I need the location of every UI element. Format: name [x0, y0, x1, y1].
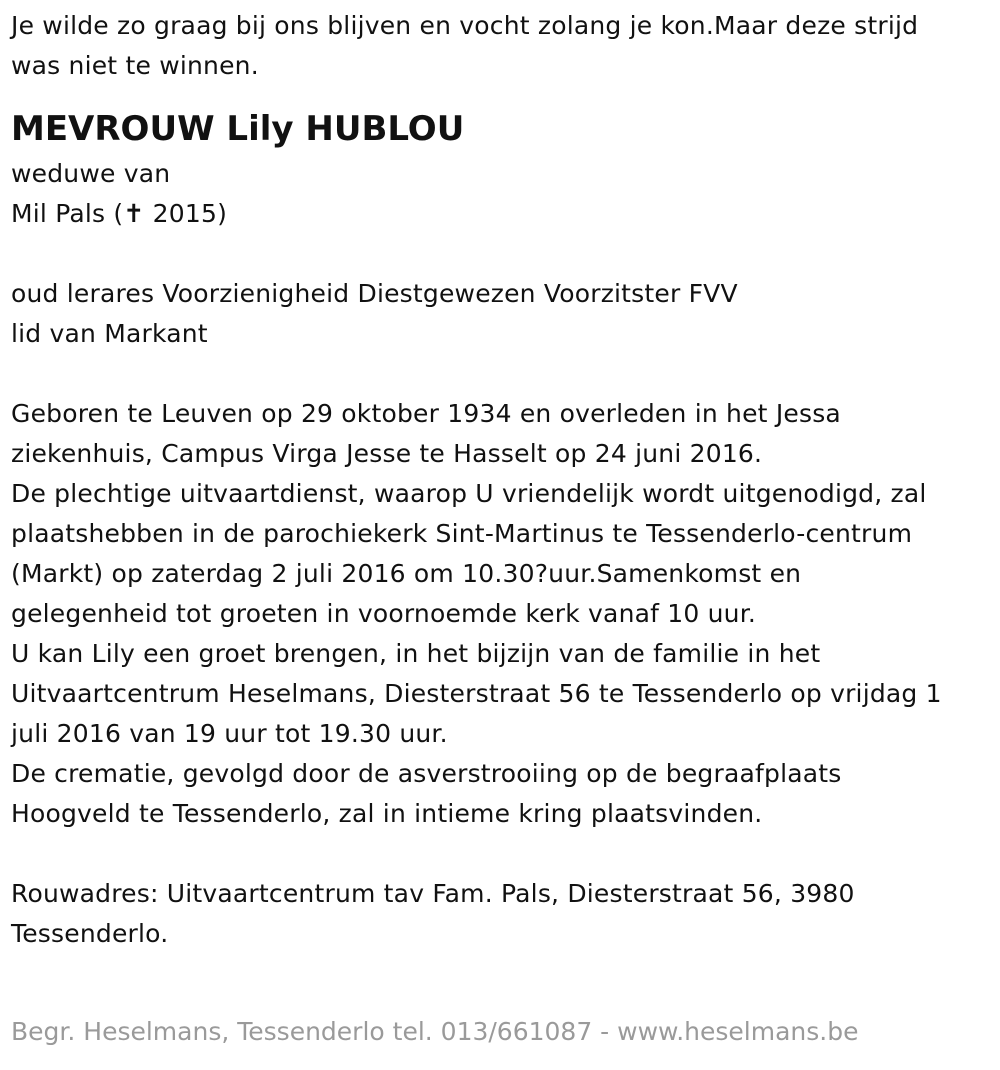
details-line: Uitvaartcentrum Heselmans, Diesterstraat 56 te Tessenderlo op vrijdag 1 [11, 679, 942, 708]
address-line-1: Rouwadres: Uitvaartcentrum tav Fam. Pals, Diesterstraat 56, 3980 [11, 879, 855, 908]
details-line: gelegenheid tot groeten in voornoemde kerk vanaf 10 uur. [11, 599, 757, 628]
role-line-2: lid van Markant [11, 319, 208, 348]
role-line-1: oud lerares Voorzienigheid Diestgewezen Voorzitster FVV [11, 279, 738, 308]
details-line: juli 2016 van 19 uur tot 19.30 uur. [11, 719, 448, 748]
details-line: De plechtige uitvaartdienst, waarop U vriendelijk wordt uitgenodigd, zal [11, 479, 927, 508]
funeral-home-footer: Begr. Heselmans, Tessenderlo tel. 013/661087 - www.heselmans.be [11, 1017, 859, 1046]
intro-line-2: was niet te winnen. [11, 51, 259, 80]
details-line: plaatshebben in de parochiekerk Sint-Martinus te Tessenderlo-centrum [11, 519, 913, 548]
details-line: Hoogveld te Tessenderlo, zal in intieme kring plaatsvinden. [11, 799, 763, 828]
spouse-name: Mil Pals (✝ 2015) [11, 199, 228, 228]
spacer [11, 834, 996, 874]
deceased-name: MEVROUW Lily HUBLOU [11, 109, 465, 149]
details-line: De crematie, gevolgd door de asverstrooiing op de begraafplaats [11, 759, 842, 788]
address-line-2: Tessenderlo. [11, 919, 169, 948]
spacer [11, 354, 996, 394]
widow-label: weduwe van [11, 159, 171, 188]
details-line: Geboren te Leuven op 29 oktober 1934 en overleden in het Jessa [11, 399, 841, 428]
details-line: U kan Lily een groet brengen, in het bijzijn van de familie in het [11, 639, 821, 668]
death-notice [11, 6, 996, 954]
spacer [11, 234, 996, 274]
details-line: ziekenhuis, Campus Virga Jesse te Hasselt op 24 juni 2016. [11, 439, 763, 468]
details-line: (Markt) op zaterdag 2 juli 2016 om 10.30?uur.Samenkomst en [11, 559, 802, 588]
details-block [11, 394, 996, 834]
intro-line-1: Je wilde zo graag bij ons blijven en vocht zolang je kon.Maar deze strijd [11, 11, 919, 40]
